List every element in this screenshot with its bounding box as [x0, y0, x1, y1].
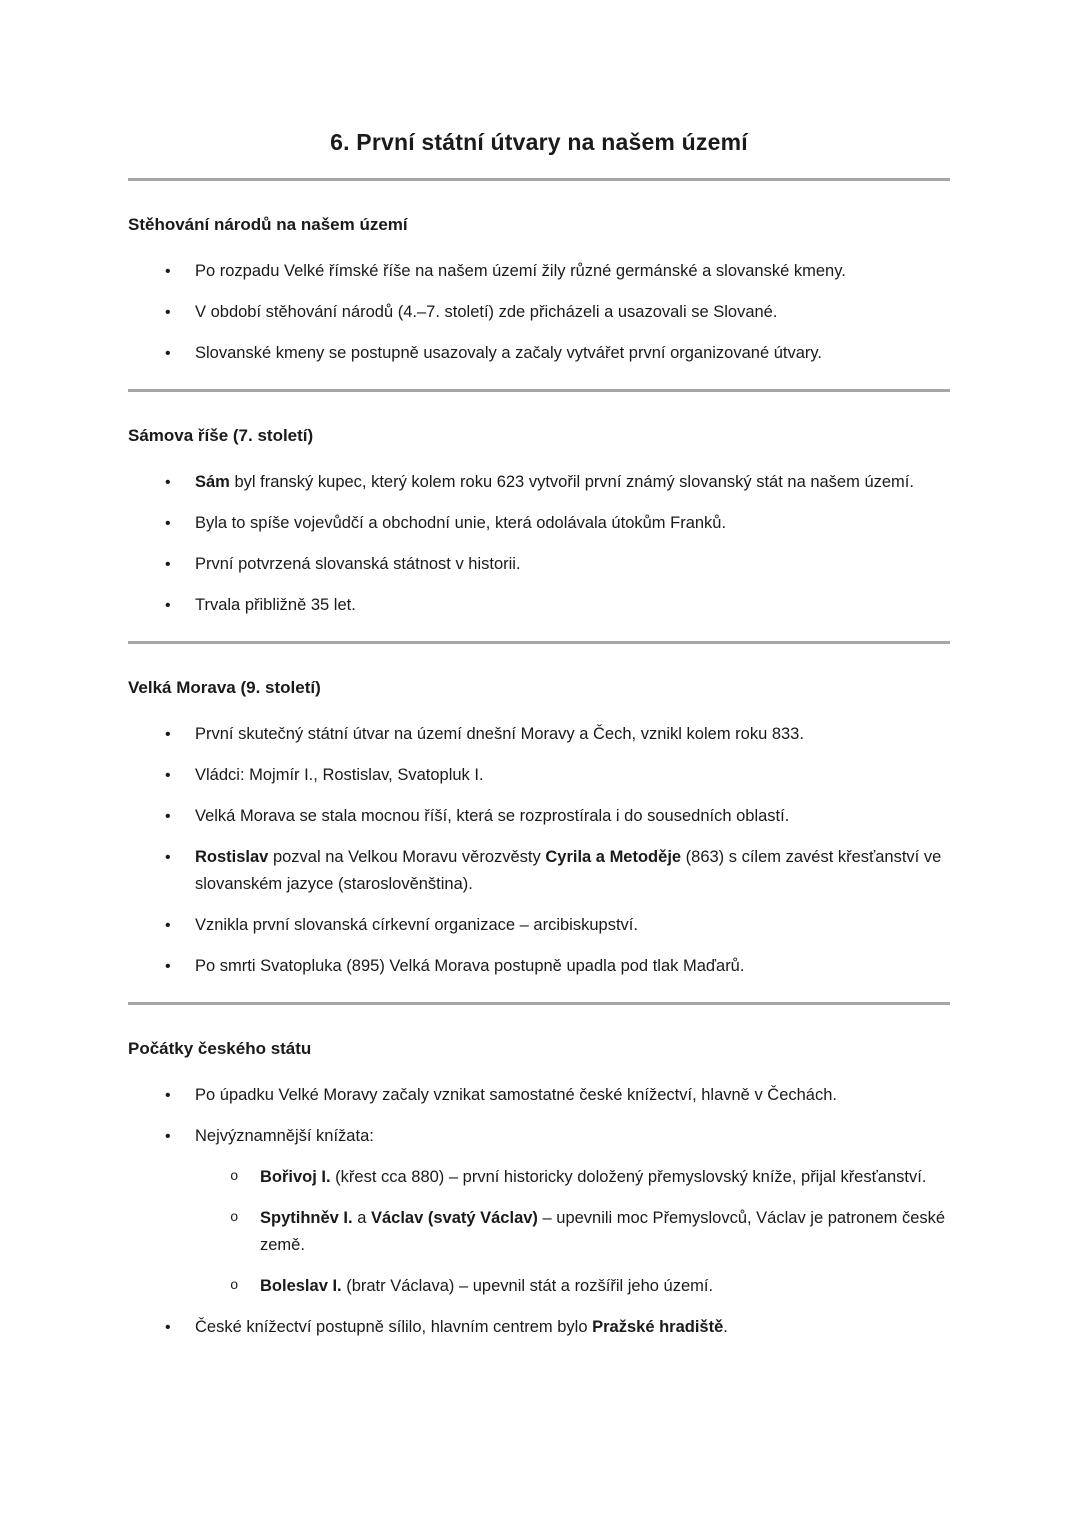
section-heading: Sámova říše (7. století)	[128, 426, 314, 445]
bullet-marker: •	[165, 849, 171, 866]
bullet-marker: •	[165, 1128, 171, 1145]
bold-text: Václav (svatý Václav)	[370, 1209, 538, 1227]
bullet-item	[128, 1082, 950, 1109]
bullet-item	[128, 299, 950, 326]
bullet-text: České knížectví postupně sílilo, hlavním centrem bylo Pražské hradiště.	[195, 1318, 728, 1336]
bullet-item	[128, 592, 950, 619]
bullet-marker: •	[165, 808, 171, 825]
section-divider	[128, 178, 950, 181]
bullet-marker: •	[165, 304, 171, 321]
bullet-marker: •	[165, 917, 171, 934]
bullet-item	[128, 258, 950, 285]
bullet-marker: •	[165, 345, 171, 362]
bold-text: Rostislav	[195, 848, 269, 866]
bullet-text: Po úpadku Velké Moravy začaly vznikat samostatné české knížectví, hlavně v Čechách.	[195, 1086, 837, 1104]
document-section	[128, 178, 950, 367]
bullet-text: První skutečný státní útvar na území dnešní Moravy a Čech, vznikl kolem roku 833.	[195, 725, 804, 743]
sub-bullet-marker: o	[230, 1169, 239, 1185]
bullet-text: Velká Morava se stala mocnou říší, která se rozprostírala i do sousedních oblastí.	[195, 807, 790, 825]
bold-text: Spytihněv I.	[260, 1209, 353, 1227]
bullet-text: Po rozpadu Velké římské říše na našem území žily různé germánské a slovanské kmeny.	[195, 262, 846, 280]
sub-bullet-item	[128, 1164, 950, 1191]
bullet-item	[128, 1123, 950, 1150]
bold-text: Pražské hradiště	[592, 1318, 724, 1336]
bullet-text: Boleslav I. (bratr Václava) – upevnil stát a rozšířil jeho území.	[260, 1277, 714, 1295]
bullet-marker: •	[165, 263, 171, 280]
bullet-item	[128, 953, 950, 980]
bullet-marker: •	[165, 556, 171, 573]
bold-text: Boleslav I.	[260, 1277, 342, 1295]
bullet-text: Nejvýznamnější knížata:	[195, 1127, 374, 1145]
bullet-text: Spytihněv I. a Václav (svatý Václav) – upevnili moc Přemyslovců, Václav je patronem české země.	[260, 1209, 946, 1254]
bullet-text: Vládci: Mojmír I., Rostislav, Svatopluk I.	[195, 766, 484, 784]
bold-text: Cyrila a Metoděje	[545, 848, 682, 866]
section-divider	[128, 389, 950, 392]
bullet-marker: •	[165, 958, 171, 975]
bullet-text: Bořivoj I. (křest cca 880) – první historicky doložený přemyslovský kníže, přijal křesťanství.	[260, 1168, 927, 1186]
bullet-text: Vznikla první slovanská církevní organizace – arcibiskupství.	[195, 916, 638, 934]
bold-text: Sám	[195, 473, 230, 491]
document-section	[128, 389, 950, 619]
sub-bullet-item	[128, 1273, 950, 1300]
bullet-item	[128, 551, 950, 578]
document-title: 6. První státní útvary na našem území	[330, 129, 748, 155]
bullet-marker: •	[165, 474, 171, 491]
bullet-text: Byla to spíše vojevůdčí a obchodní unie, která odolávala útokům Franků.	[195, 514, 727, 532]
bullet-item	[128, 510, 950, 537]
bullet-marker: •	[165, 767, 171, 784]
sub-bullet-item	[128, 1205, 950, 1259]
bullet-item	[128, 912, 950, 939]
bold-text: Bořivoj I.	[260, 1168, 331, 1186]
bullet-marker: •	[165, 1319, 171, 1336]
bullet-item	[128, 721, 950, 748]
bullet-text: Rostislav pozval na Velkou Moravu věrozvěsty Cyrila a Metoděje (863) s cílem zavést křesťanství ve slovanském jazyce (staroslověnština).	[195, 848, 942, 893]
bullet-marker: •	[165, 597, 171, 614]
bullet-item	[128, 762, 950, 789]
bullet-text: Po smrti Svatopluka (895) Velká Morava postupně upadla pod tlak Maďarů.	[195, 957, 745, 975]
bullet-item	[128, 844, 950, 898]
bullet-text: V období stěhování národů (4.–7. století) zde přicházeli a usazovali se Slované.	[195, 303, 778, 321]
section-divider	[128, 1002, 950, 1005]
section-heading: Stěhování národů na našem území	[128, 215, 408, 234]
bullet-item	[128, 803, 950, 830]
bullet-text: Slovanské kmeny se postupně usazovaly a začaly vytvářet první organizované útvary.	[195, 344, 823, 362]
document-section	[128, 1002, 950, 1341]
bullet-item	[128, 1314, 950, 1341]
section-divider	[128, 641, 950, 644]
document-sections	[128, 178, 950, 1341]
section-heading: Velká Morava (9. století)	[128, 678, 321, 697]
bullet-text: První potvrzená slovanská státnost v historii.	[195, 555, 521, 573]
bullet-item	[128, 340, 950, 367]
bullet-marker: •	[165, 726, 171, 743]
bullet-item	[128, 469, 950, 496]
section-heading: Počátky českého státu	[128, 1039, 312, 1058]
sub-bullet-marker: o	[230, 1210, 239, 1226]
bullet-marker: •	[165, 1087, 171, 1104]
sub-bullet-marker: o	[230, 1278, 239, 1294]
bullet-text: Sám byl franský kupec, který kolem roku 623 vytvořil první známý slovanský stát na našem území.	[195, 473, 914, 491]
bullet-marker: •	[165, 515, 171, 532]
bullet-text: Trvala přibližně 35 let.	[195, 596, 356, 614]
document-section	[128, 641, 950, 980]
